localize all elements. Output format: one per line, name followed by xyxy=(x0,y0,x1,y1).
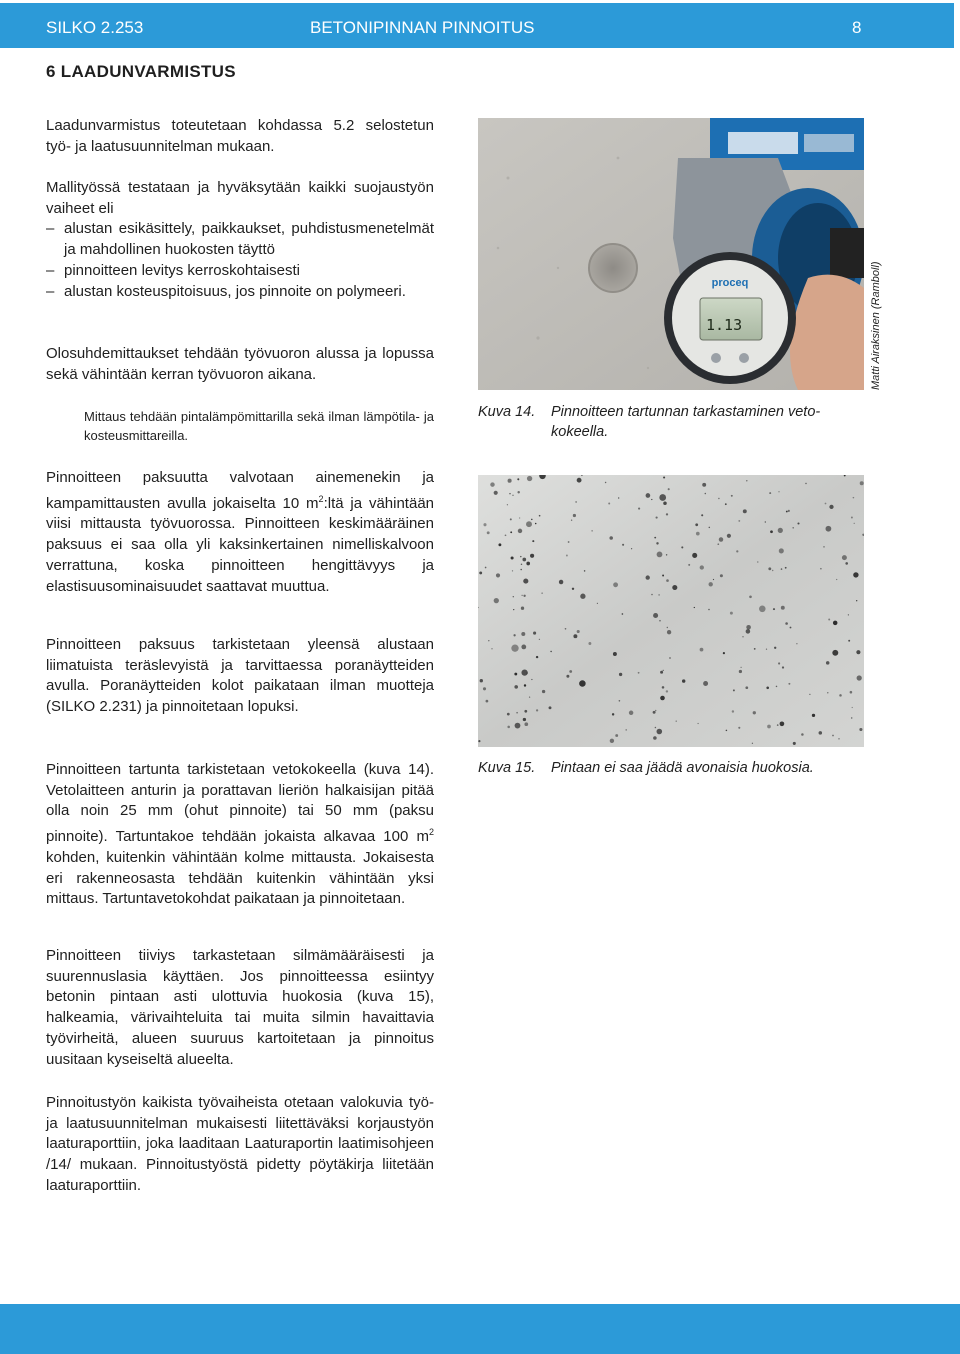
pore-dot xyxy=(608,503,610,505)
pore-dot xyxy=(646,575,650,579)
pore-dot xyxy=(793,742,796,745)
pore-dot xyxy=(559,580,563,584)
pore-dot xyxy=(769,492,771,494)
figure-14-text: Pinnoitteen tartunnan tarkastaminen veto- xyxy=(551,404,821,420)
pore-dot xyxy=(510,531,512,533)
figure-14-text-cont: kokeella. xyxy=(551,424,609,440)
pore-dot xyxy=(584,570,586,572)
pore-dot xyxy=(577,478,582,483)
pore-dot xyxy=(510,518,512,520)
pore-dot xyxy=(701,514,703,516)
pore-dot xyxy=(488,640,489,641)
pore-dot xyxy=(656,517,658,519)
pore-dot xyxy=(549,706,552,709)
paragraph-8: Pinnoitustyön kaikista työvaiheista otetaan valokuvia työ- ja laatusuunnitelman mukaisesti liitettäväksi korjaustyön laaturaporttiin, joka laaditaan Laaturaportin laatimisohjeen /14/ mukaan. Pinnoitustyöstä pidetty pöytäkirja liitetään laaturaporttiin. xyxy=(46,1094,434,1194)
paragraph-1: Laadunvarmistus toteutetaan kohdassa 5.2 selostetun työ- ja laatusuunnitelman mukaan. xyxy=(46,117,434,155)
pore-dot xyxy=(774,647,776,649)
pore-dot xyxy=(745,686,748,689)
pore-dot xyxy=(519,517,520,518)
pore-dot xyxy=(522,595,523,596)
pore-dot xyxy=(742,636,743,637)
pore-dot xyxy=(718,498,719,499)
pore-dot xyxy=(530,554,534,558)
pore-dot xyxy=(826,526,832,532)
pore-dot xyxy=(851,517,853,519)
pore-dot xyxy=(725,503,727,505)
paragraph-6-text-a: Pinnoitteen tartunta tarkistetaan vetokokeella (kuva 14). Vetolaitteen anturin ja porattavan lieriön halkaisijan pitää olla noin 25 mm (ohut pinnoite) tai 50 mm (paksu pinnoite). Tartuntakoe tehdään jokaista alkavaa 100 m xyxy=(46,761,434,846)
pore-dot xyxy=(513,596,514,597)
pore-dot xyxy=(494,491,498,495)
pore-dot xyxy=(700,565,704,569)
pore-dot xyxy=(526,521,532,527)
pore-dot xyxy=(851,717,852,718)
pore-dot xyxy=(859,728,862,731)
pore-dot xyxy=(856,650,860,654)
pore-dot xyxy=(709,527,711,529)
pore-dot xyxy=(778,528,783,533)
pore-dot xyxy=(566,675,569,678)
pore-dot xyxy=(505,534,507,536)
gauge-reading: 1.13 xyxy=(706,316,743,334)
pore-dot xyxy=(520,569,522,571)
pore-dot xyxy=(832,735,834,737)
pore-dot xyxy=(629,711,633,715)
pore-dot xyxy=(702,483,706,487)
pore-dot xyxy=(845,562,848,565)
pore-dot xyxy=(666,690,668,692)
pore-dot xyxy=(613,582,618,587)
pore-dot xyxy=(839,694,842,697)
pore-dot xyxy=(738,727,740,729)
pore-dot xyxy=(681,546,683,548)
pore-dot xyxy=(508,479,512,483)
pore-dot xyxy=(638,672,640,674)
pore-dot xyxy=(757,561,758,562)
pore-dot xyxy=(746,629,751,634)
paragraph-6 xyxy=(46,760,434,910)
pore-dot xyxy=(569,670,572,673)
porous-surface-photo xyxy=(478,475,864,747)
pore-dot xyxy=(796,643,797,644)
pore-dot xyxy=(509,493,511,495)
paragraph-6-text-b: kohden, kuitenkin vähintään kolme mittausta. Jokaisesta eri rakenneosasta tehdään kuitenkin vähintään yksi mittaus. Tartuntavetokohdat paikataan ja pinnoitetaan. xyxy=(46,848,434,908)
pore-dot xyxy=(746,625,751,630)
pore-dot xyxy=(494,598,499,603)
pore-dot xyxy=(498,543,501,546)
pore-dot xyxy=(521,669,527,675)
pore-dot xyxy=(688,564,690,566)
pore-dot xyxy=(785,622,788,625)
pore-dot xyxy=(527,476,532,481)
paragraph-2 xyxy=(46,178,434,302)
pore-dot xyxy=(663,476,665,478)
pore-dot xyxy=(513,609,514,610)
figure-15-text: Pintaan ei saa jäädä avonaisia huokosia. xyxy=(551,760,814,776)
pore-dot xyxy=(738,520,740,522)
pore-dot xyxy=(491,648,492,649)
pore-dot xyxy=(655,710,657,712)
pore-dot xyxy=(507,726,510,729)
pore-dot xyxy=(770,530,773,533)
pore-dot xyxy=(790,627,792,629)
pore-dot xyxy=(666,579,669,582)
pore-dot xyxy=(511,556,514,559)
pore-dot xyxy=(666,554,667,555)
pore-dot xyxy=(565,628,567,630)
pore-dot xyxy=(667,630,671,634)
pore-dot xyxy=(850,691,853,694)
paragraph-3: Olosuhdemittaukset tehdään työvuoron alussa ja lopussa sekä vähintään kerran työvuoron aikana. xyxy=(46,345,434,383)
pore-dot xyxy=(512,495,513,496)
pore-dot xyxy=(752,743,753,744)
pore-dot xyxy=(512,570,513,571)
pore-dot xyxy=(588,642,591,645)
pore-dot xyxy=(514,685,518,689)
pore-dot xyxy=(739,670,742,673)
pore-dot xyxy=(668,488,670,490)
pore-dot xyxy=(805,483,806,484)
pore-dot xyxy=(646,493,651,498)
pore-dot xyxy=(573,634,577,638)
pore-dot xyxy=(631,548,632,549)
pore-dot xyxy=(591,530,592,531)
pore-dot xyxy=(720,574,723,577)
pore-dot xyxy=(511,645,518,652)
phase-list xyxy=(46,219,434,302)
pore-dot xyxy=(695,523,698,526)
pore-dot xyxy=(820,568,822,570)
pore-dot xyxy=(785,567,787,569)
pore-dot xyxy=(713,579,714,580)
pore-dot xyxy=(612,713,614,715)
list-item: – pinnoitteen levitys kerroskohtaisesti xyxy=(46,261,434,282)
pore-dot xyxy=(516,712,518,714)
pore-dot xyxy=(653,736,657,740)
pore-dot xyxy=(731,495,733,497)
pore-dot xyxy=(490,482,494,486)
pore-dot xyxy=(780,721,785,726)
paragraph-4-text-a: Pinnoitteen paksuutta valvotaan ainemenekin ja kampamittausten avulla jokaiselta 10 m xyxy=(46,469,434,512)
pore-dot xyxy=(615,734,618,737)
pore-dot xyxy=(572,588,574,590)
pore-dot xyxy=(856,600,857,601)
pore-dot xyxy=(531,519,533,521)
pore-dot xyxy=(521,645,526,650)
pore-dot xyxy=(692,553,697,558)
pore-dot xyxy=(515,723,521,729)
pore-dot xyxy=(797,522,799,524)
figure-14-caption xyxy=(478,402,864,442)
pore-dot xyxy=(609,536,613,540)
pore-dot xyxy=(767,725,771,729)
pore-dot xyxy=(529,696,530,697)
pore-dot xyxy=(812,714,815,717)
pore-dot xyxy=(483,687,486,690)
pore-dot xyxy=(838,738,840,740)
pore-dot xyxy=(773,608,775,610)
pore-dot xyxy=(833,621,838,626)
pore-dot xyxy=(828,619,830,621)
pore-dot xyxy=(809,694,810,695)
paragraph-5: Pinnoitteen paksuus tarkistetaan yleensä alustaan liimatuista teräslevyistä ja tarvittaessa poranäytteiden avulla. Poranäytteiden kolot paikataan ilman muotteja (SILKO 2.231) ja pinnoitetaan lopuksi. xyxy=(46,636,434,716)
paragraph-4-text-b: :ltä ja vähintään viisi mittausta työvuorossa. Pinnoitteen keskimääräinen paksuus ei saa olla yli kaksinkertainen nimelliskalvoon verrattuna, koska pinnoitteen hengittävyys ja elastisuusominaisuudet saattavat muuttua. xyxy=(46,494,435,595)
pore-dot xyxy=(536,656,538,658)
pore-dot xyxy=(779,548,784,553)
pore-dot xyxy=(781,568,783,570)
pore-dot xyxy=(788,683,790,685)
document-code: SILKO 2.253 xyxy=(46,18,144,37)
pore-dot xyxy=(507,713,510,716)
pore-dot xyxy=(772,570,773,571)
pore-dot xyxy=(526,562,530,566)
pore-dot xyxy=(819,731,823,735)
pore-dot xyxy=(485,567,487,569)
pore-dot xyxy=(513,634,515,636)
pore-dot xyxy=(496,573,500,577)
figure-14-label: Kuva 14. xyxy=(478,404,536,420)
list-item: – alustan kosteuspitoisuus, jos pinnoite on polymeeri. xyxy=(46,282,434,303)
pore-dot xyxy=(507,504,508,505)
pore-dot xyxy=(531,679,532,680)
pore-dot xyxy=(827,692,828,693)
pore-dot xyxy=(487,531,490,534)
pore-dot xyxy=(521,607,524,610)
pore-dot xyxy=(719,537,723,541)
pore-dot xyxy=(597,603,598,604)
pore-dot xyxy=(478,740,480,742)
pore-dot xyxy=(854,523,855,524)
pore-dot xyxy=(697,723,698,724)
pore-dot xyxy=(726,730,728,732)
pore-dot xyxy=(638,508,640,510)
pore-dot xyxy=(657,729,663,735)
pore-dot xyxy=(660,671,663,674)
pore-dot xyxy=(541,592,542,593)
figure-15-caption xyxy=(478,758,864,778)
page-number: 8 xyxy=(852,18,862,37)
section-title: 6 LAADUNVARMISTUS xyxy=(46,62,236,81)
pore-dot xyxy=(792,527,794,529)
pore-dot xyxy=(539,515,541,517)
pore-dot xyxy=(523,718,526,721)
pore-dot xyxy=(651,594,653,596)
pore-dot xyxy=(622,613,624,615)
pore-dot xyxy=(520,556,521,557)
pore-dot xyxy=(778,491,779,492)
pore-dot xyxy=(666,513,668,515)
pore-dot xyxy=(696,532,700,536)
pore-dot xyxy=(479,571,482,574)
pore-dot xyxy=(852,707,853,708)
pore-dot xyxy=(480,679,483,682)
pore-dot xyxy=(740,667,741,668)
paragraph-4 xyxy=(46,468,434,597)
page-footer xyxy=(0,1304,960,1354)
pore-dot xyxy=(730,612,733,615)
pore-dot xyxy=(483,523,486,526)
pore-dot xyxy=(727,534,731,538)
pore-dot xyxy=(660,696,665,701)
pore-dot xyxy=(613,652,617,656)
pore-dot xyxy=(753,711,756,714)
pore-dot xyxy=(566,555,568,557)
page-header xyxy=(0,3,954,48)
pore-dot xyxy=(658,594,660,596)
photo-credit xyxy=(866,261,886,670)
pore-dot xyxy=(579,680,586,687)
pore-dot xyxy=(825,503,827,505)
pore-dot xyxy=(514,673,517,676)
pore-dot xyxy=(662,686,665,689)
pore-dot xyxy=(776,686,778,688)
pore-dot xyxy=(857,675,862,680)
pore-dot xyxy=(532,540,534,542)
pore-dot xyxy=(522,558,526,562)
pore-dot xyxy=(732,710,734,712)
pore-dot xyxy=(777,724,779,726)
pore-dot xyxy=(523,595,525,597)
pore-dot xyxy=(860,481,864,485)
pore-dot xyxy=(766,649,767,650)
pore-dot xyxy=(708,609,710,611)
pore-dot xyxy=(754,648,756,650)
document-title: BETONIPINNAN PINNOITUS xyxy=(310,18,535,37)
pore-dot xyxy=(832,650,838,656)
pore-dot xyxy=(705,493,707,495)
pore-dot xyxy=(625,729,627,731)
pore-dot xyxy=(619,700,621,702)
pore-dot xyxy=(717,543,719,545)
pore-dot xyxy=(659,620,661,622)
pore-dot xyxy=(782,666,784,668)
pore-dot xyxy=(786,511,788,513)
pore-dot xyxy=(657,552,663,558)
list-item: – alustan esikäsittely, paikkaukset, puhdistusmenetelmät ja mahdollinen huokosten täyttö xyxy=(46,219,434,260)
figure-15-label: Kuva 15. xyxy=(478,760,536,776)
superscript: 2 xyxy=(428,827,434,838)
pore-dot xyxy=(667,627,668,628)
pore-dot xyxy=(517,491,519,493)
pore-dot xyxy=(669,657,671,659)
pore-dot xyxy=(605,482,606,483)
pore-dot xyxy=(842,555,847,560)
pore-dot xyxy=(662,575,664,577)
pore-dot xyxy=(826,661,830,665)
pore-dot xyxy=(524,684,526,686)
pore-dot xyxy=(575,501,576,502)
pore-dot xyxy=(700,648,704,652)
pull-off-test-photo xyxy=(478,118,864,390)
pore-dot xyxy=(654,537,656,539)
photo-credit-text: Matti Airaksinen (Ramboll) xyxy=(870,261,882,390)
pore-dot xyxy=(733,689,735,691)
pore-dot xyxy=(568,541,570,543)
pore-dot xyxy=(542,690,545,693)
pore-dot xyxy=(618,497,619,498)
pore-dot xyxy=(853,572,858,577)
pore-dot xyxy=(766,686,769,689)
pore-dot xyxy=(656,542,658,544)
pore-dot xyxy=(672,585,677,590)
pore-dot xyxy=(703,681,708,686)
pore-dot xyxy=(580,594,585,599)
pore-dot xyxy=(517,478,519,480)
pore-dot xyxy=(539,639,540,640)
measurement-note: Mittaus tehdään pintalämpömittarilla sekä ilman lämpötila- ja kosteusmittareilla. xyxy=(84,409,434,443)
pore-dot xyxy=(521,632,525,636)
pore-dot xyxy=(577,630,580,633)
pore-dot xyxy=(836,579,837,580)
paragraph-2-intro: Mallityössä testataan ja hyväksytään kaikki suojaustyön vaiheet eli xyxy=(46,179,434,217)
pore-dot xyxy=(823,546,824,547)
pore-dot xyxy=(746,480,747,481)
pore-dot xyxy=(653,613,658,618)
pore-dot xyxy=(573,514,576,517)
pore-dot xyxy=(743,509,747,513)
paragraph-7: Pinnoitteen tiiviys tarkastetaan silmämääräisesti ja suurennuslasia käyttäen. Jos pinnoitteessa esiintyy betonin pintaan asti ulottuvia huokosia (kuva 15), halkeamia, värivaihteluita tai muita silmin havaittavia työvirheitä, alueen suuruus kartoitetaan ja pinnoitus uusitaan kyseiseltä alueelta. xyxy=(46,947,434,1068)
pore-dot xyxy=(523,579,528,584)
pore-dot xyxy=(768,567,771,570)
pore-dot xyxy=(682,679,685,682)
pore-dot xyxy=(524,722,528,726)
pore-dot xyxy=(663,670,664,671)
pore-dot xyxy=(829,505,833,509)
pore-dot xyxy=(663,502,667,506)
pore-dot xyxy=(659,494,666,501)
pore-dot xyxy=(676,720,677,721)
superscript: 2 xyxy=(318,493,324,504)
pore-dot xyxy=(651,499,652,500)
pore-dot xyxy=(486,700,489,703)
pore-dot xyxy=(788,510,790,512)
pore-dot xyxy=(853,497,855,499)
pore-dot xyxy=(535,523,537,525)
pore-dot xyxy=(801,733,804,736)
pore-dot xyxy=(550,651,551,652)
pore-dot xyxy=(521,564,522,565)
pore-dot xyxy=(622,544,624,546)
pore-dot xyxy=(518,529,522,533)
pore-dot xyxy=(533,632,536,635)
gauge-brand: proceq xyxy=(711,277,749,289)
pore-dot xyxy=(778,662,780,664)
pore-dot xyxy=(524,710,527,713)
pore-dot xyxy=(759,606,766,613)
pore-dot xyxy=(709,582,713,586)
pore-dot xyxy=(749,595,752,598)
pore-dot xyxy=(694,607,695,608)
pore-dot xyxy=(765,521,766,522)
pore-dot xyxy=(848,614,849,615)
pore-dot xyxy=(848,640,850,642)
pore-dot xyxy=(536,709,538,711)
pore-dot xyxy=(610,739,614,743)
pore-dot xyxy=(655,727,657,729)
pore-dot xyxy=(736,550,738,552)
pore-dot xyxy=(723,652,725,654)
pore-dot xyxy=(571,520,572,521)
pore-dot xyxy=(619,673,622,676)
pore-dot xyxy=(781,606,785,610)
pore-dot xyxy=(653,711,656,714)
